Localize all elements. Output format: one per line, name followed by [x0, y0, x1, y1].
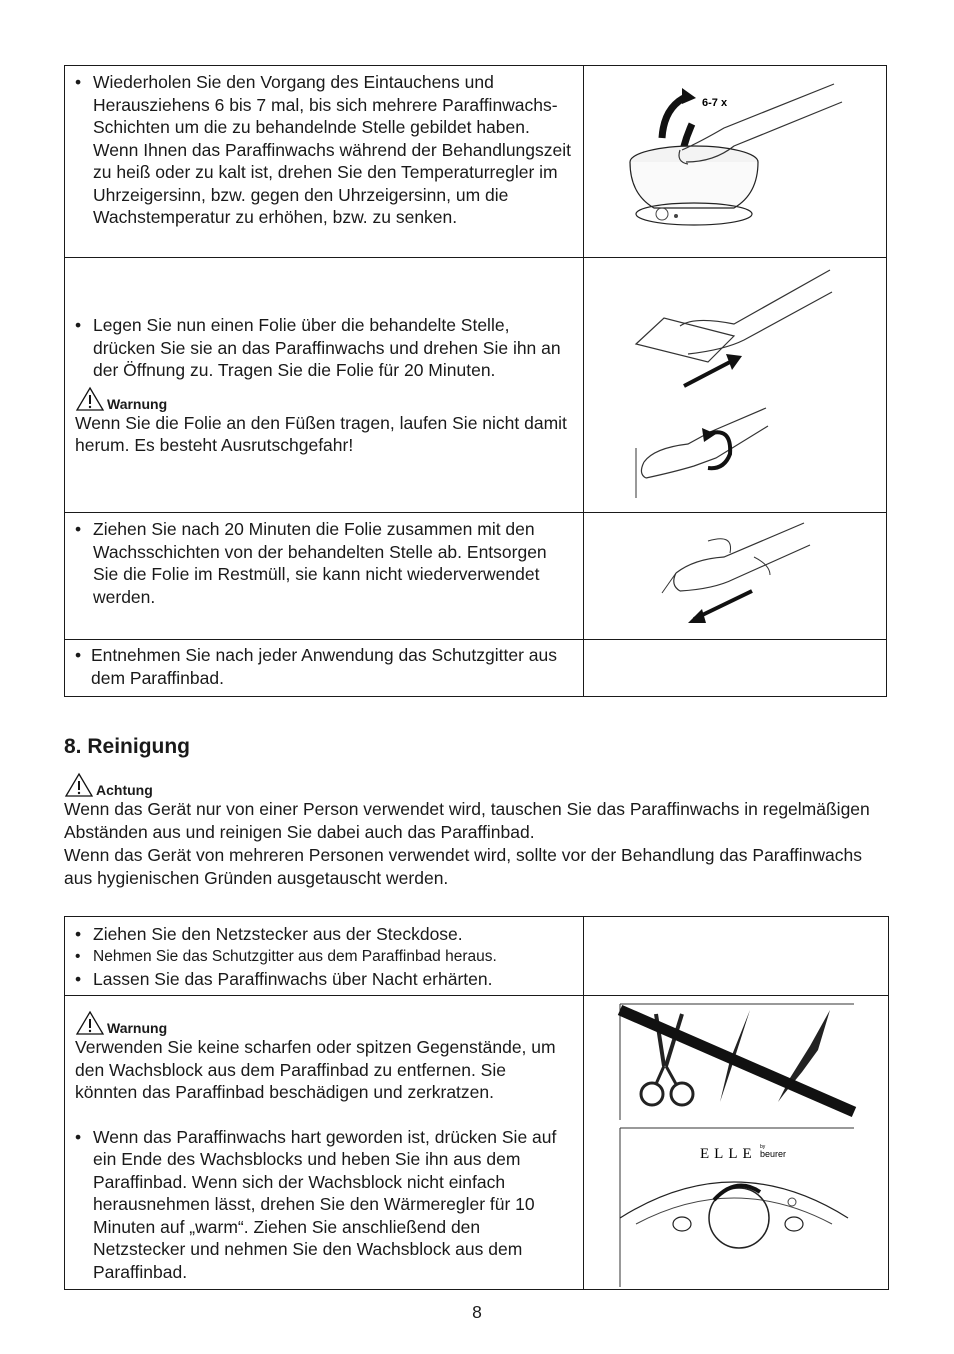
paraffin-dip-illustration — [584, 66, 886, 257]
step-text: Wenn das Paraffinwachs hart geworden ist, drücken Sie auf ein Ende des Wachsblocks und heben Sie ihn aus dem Paraffinbad. Wenn sich der Wachsblock nicht einfach herausnehmen lässt, drehen Sie den Wärmeregler für 10 Minuten auf „warm“. Ziehen Sie anschließend den Netzstecker und nehmen Sie den Wachsblock aus dem Paraffinbad. — [93, 1126, 557, 1282]
table-row — [65, 996, 888, 1289]
warning-text: Wenn Sie die Folie an den Füßen tragen, laufen Sie nicht damit herum. Es besteht Ausrutschgefahr! — [75, 412, 567, 455]
device-control-panel-illustration — [620, 1128, 854, 1287]
cleaning-illustrations — [584, 996, 888, 1289]
instruction-table — [64, 65, 887, 697]
step-text: Lassen Sie das Paraffinwachs über Nacht erhärten. — [93, 969, 493, 989]
bullet-dot: • — [75, 315, 82, 335]
table-cell-text — [65, 513, 584, 639]
bullet-dot: • — [75, 72, 82, 92]
table-row — [65, 640, 886, 696]
step-text: Wiederholen Sie den Vorgang des Eintauchens und Herausziehens 6 bis 7 mal, bis sich mehrere Paraffinwachs-Schichten um die zu behandelnde Stelle gebildet haben. Wenn Ihnen das Paraffinwachs während der Behandlungszeit zu heiß oder zu kalt ist, drehen Sie den Temperaturregler im Uhrzeigersinn, bzw. gegen den Uhrzeigersinn, um die Wachstemperatur zu erhöhen, bzw. zu senken. — [93, 72, 572, 227]
foil-removal-illustration — [584, 513, 886, 639]
table-cell-text — [65, 996, 584, 1289]
section-heading: 8. Reinigung — [64, 735, 190, 758]
table-cell-text — [65, 640, 584, 696]
warning-triangle-icon — [75, 1010, 105, 1036]
foil-wrap-illustration — [584, 258, 886, 512]
cleaning-table — [64, 916, 889, 1290]
brand-logo: ELLE — [700, 1146, 757, 1162]
empty-cell — [584, 917, 888, 995]
bullet-dot: • — [75, 969, 82, 989]
warning-label: Warnung — [107, 1020, 168, 1036]
table-row — [65, 917, 888, 996]
section-body — [64, 772, 894, 890]
caution-triangle-icon — [64, 772, 94, 798]
empty-cell — [584, 640, 886, 696]
warning-text: Verwenden Sie keine scharfen oder spitzen Gegenstände, um den Wachsblock aus dem Paraffinbad zu entfernen. Sie könnten das Paraffinbad beschädigen und zerkratzen. — [75, 1037, 556, 1102]
table-cell-text — [65, 258, 584, 512]
caution-label: Achtung — [96, 782, 153, 798]
repeat-count-label: 6-7 x — [702, 97, 728, 109]
brand-sub: beurer — [760, 1149, 787, 1159]
bullet-dot: • — [75, 947, 81, 965]
step-text: Nehmen Sie das Schutzgitter aus dem Paraffinbad heraus. — [93, 947, 497, 965]
bullet-dot: • — [75, 1126, 82, 1147]
page-number: 8 — [472, 1302, 482, 1322]
step-text: Ziehen Sie nach 20 Minuten die Folie zusammen mit den Wachsschichten von der behandelten Stelle ab. Entsorgen Sie die Folie im Restmüll, sie kann nicht wiederverwendet werden. — [93, 519, 547, 607]
no-sharp-tools-illustration — [620, 1004, 854, 1120]
warning-triangle-icon — [75, 386, 105, 412]
table-cell-text — [65, 917, 584, 995]
section-paragraph: Wenn das Gerät von mehreren Personen verwendet wird, sollte vor der Behandlung das Paraffinwachs aus hygienischen Gründen ausgetauscht werden. — [64, 845, 862, 888]
power-button-icon — [785, 1217, 803, 1231]
power-icon — [788, 1198, 796, 1206]
brand-by: by — [760, 1144, 766, 1150]
table-row — [65, 66, 886, 258]
step-text: Entnehmen Sie nach jeder Anwendung das Schutzgitter aus dem Paraffinbad. — [91, 645, 558, 688]
warning-label: Warnung — [107, 395, 168, 412]
table-row — [65, 258, 886, 513]
left-button-icon — [673, 1217, 691, 1231]
table-row — [65, 513, 886, 640]
prohibition-bar — [620, 1010, 854, 1112]
section-paragraph: Wenn das Gerät nur von einer Person verwendet wird, tauschen Sie das Paraffinwachs in regelmäßigen Abständen aus und reinigen Sie dabei auch das Paraffinbad. — [64, 799, 870, 842]
bullet-dot: • — [75, 645, 82, 665]
bullet-dot: • — [75, 924, 82, 944]
table-cell-text — [65, 66, 584, 257]
step-text: Legen Sie nun einen Folie über die behandelte Stelle, drücken Sie sie an das Paraffinwachs und drehen Sie ihn an der Öffnung zu. Tragen Sie die Folie für 20 Minuten. — [93, 315, 561, 380]
step-text: Ziehen Sie den Netzstecker aus der Steckdose. — [93, 924, 463, 944]
bullet-dot: • — [75, 519, 82, 539]
